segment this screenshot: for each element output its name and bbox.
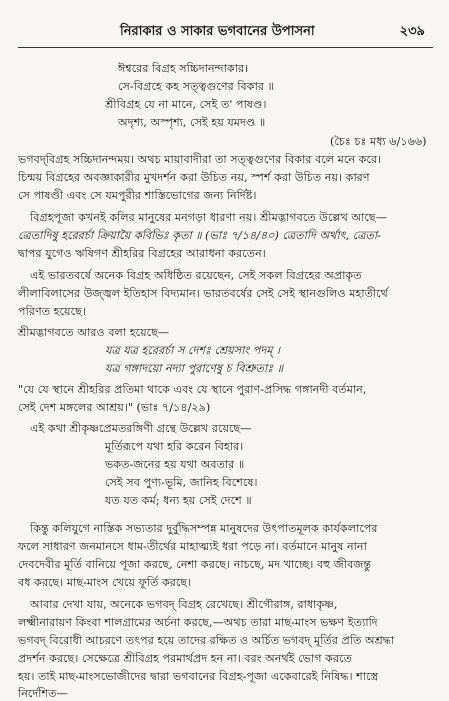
paragraph-line: লীলাবিলাসের উজ্জ্বল ইতিহাস বিদ্যমান। ভারতবর্ষের সেই সেই স্থানগুলিও মহাতীর্থে xyxy=(18,287,388,300)
paragraph-line: সে পাষণ্ডী এবং সে যমপুরীর শাস্তিভোগের জন্য নির্দিষ্ট। xyxy=(18,189,257,202)
paragraph-line: বধ করছে। মাছ-মাংস খেয়ে ফূর্তি করছে। xyxy=(18,576,192,589)
paragraph-line: ভগবদ্‌বিগ্রহ সচ্চিদানন্দময়। অথচ মায়াবাদীরা তা সত্ত্বগুণের বিকার বলে মনে করে। xyxy=(18,153,382,166)
paragraph-line: সেই দেশ মঙ্গলের আশ্রয়।" (ভাঃ ৭/১৪/২৯) xyxy=(18,401,211,414)
verse-line: ঈশ্বরের বিগ্রহ সচ্চিদানন্দাকার। xyxy=(118,62,249,75)
paragraph-line: আবার দেখা যায়, অনেকে ভগবদ্ বিগ্রহ রেখেছে। শ্রীগৌরাঙ্গ, রাধাকৃষ্ণ, xyxy=(30,598,338,611)
verse-line: শ্রীবিগ্রহ যে না মানে, সেই ত' পাষণ্ড। xyxy=(105,98,267,111)
paragraph-line: দ্বাপর যুগেও ঋষিগণ শ্রীহরির বিগ্রহের আরাধনা করতেন। xyxy=(18,247,266,260)
paragraph-line: পরিণত হয়েছে। xyxy=(18,305,86,318)
sanskrit-verse: যত্র গঙ্গাদয়ো নদ্যা পুরাণেষু চ বিশ্রুতাঃ ॥ xyxy=(105,362,284,375)
verse-line: সে-বিগ্রহে কহ সত্ত্বগুণের বিকার ॥ xyxy=(118,80,274,93)
page-header xyxy=(0,22,449,44)
paragraph-line: ফলে সাধারণ জনমানসে ধাম-তীর্থের মাহাত্ম্যই ধরা পড়ে না। বর্তমানে মানুষ নানা xyxy=(18,540,367,553)
header-rule xyxy=(18,47,433,48)
paragraph-line: দেবদেবীর মূর্তি বানিয়ে পূজা করছে, নেশা করছে। নাচছে, মদ খাচ্ছে। বহু জীবজন্তু xyxy=(18,558,372,571)
verse-line: মূর্তিরূপে যথা হরি করেন বিহার। xyxy=(105,440,244,453)
sanskrit-verse: যত্র যত্র হরেরর্চা স দেশঃ শ্রেয়সাং পদম্ । xyxy=(105,344,280,357)
paragraph-line: কিন্তু কলিযুগে নাস্তিক সভ্যতার দুর্বুদ্ধিসম্পন্ন মানুষদের উৎপাতমূলক কার্যকলাপের xyxy=(30,522,378,535)
verse-line: যত যত কর্ম; ধন্য হয় সেই দেশে ॥ xyxy=(105,494,252,507)
paragraph-line: লক্ষ্মীনারায়ণ কিংবা শালগ্রামের অর্চনা করছে,—অথচ তারা মাছ-মাংস ভক্ষণ ইত্যাদি xyxy=(18,616,378,629)
page-number: ২৩৯ xyxy=(399,24,425,39)
paragraph-line: "যে যে স্থানে শ্রীহরির প্রতিমা থাকে এবং যে স্থানে পুরাণ-প্রসিদ্ধ গঙ্গানদী বর্তমান, xyxy=(18,383,367,396)
paragraph-line: প্রদর্শন করছে। সেক্ষেত্রে শ্রীবিগ্রহ পরমার্থপ্রদ হন না। বরং অনর্থই ভোগ করতে xyxy=(18,652,352,665)
verse-line: ভকত-জনের হয় যথা অবতার ॥ xyxy=(105,458,245,471)
paragraph-line: ভগবদ্ বিরোধী আচরণে তৎপর হয়ে তাদের রক্ষিত ও অর্চিত ভগবদ্ মূর্তির প্রতি অশ্রদ্ধা xyxy=(18,634,395,647)
paragraph-line: বিগ্রহপূজা কখনই কলির মানুষের মনগড়া ধারণা নয়। শ্রীমদ্ভাগবতে উল্লেখ আছে— xyxy=(30,211,387,224)
verse-reference: (চৈঃ চঃ মধ্য ৬/১৬৬) xyxy=(330,135,427,148)
paragraph-line: চিন্ময় বিগ্রহের অবজ্ঞাকারীর মুখদর্শন করা উচিত নয়, স্পর্শ করা উচিত নয়। কারণ xyxy=(18,171,370,184)
chapter-title: নিরাকার ও সাকার ভগবানের উপাসনা xyxy=(120,24,315,39)
verse-line: সেই সব পুণ্য-ভূমি, জানিহ বিশেষে। xyxy=(105,476,258,489)
paragraph-line: এই ভারতবর্ষে অনেক বিগ্রহ অধিষ্ঠিত রয়েছেন, সেই সকল বিগ্রহের অপ্রাকৃত xyxy=(30,269,362,282)
paragraph-line: ত্রেতাদিষু হরেরর্চা ক্রিয়ায়ৈ কবিভিঃ কৃতা ॥ (ভাঃ ৭/১৪/৪০) ত্রেতাদি অর্থাৎ, ত্রেতা- xyxy=(18,229,381,242)
paragraph-line: এই কথা শ্রীকৃষ্ণপ্রেমতরঙ্গিণী গ্রন্থে উল্লেখ রয়েছে— xyxy=(30,422,252,435)
paragraph-line: নির্দেশিত— xyxy=(18,687,68,700)
verse-line: অদৃশ্য, অস্পৃশ্য, সেই হয় যমদণ্ড ॥ xyxy=(118,116,266,129)
paragraph-line: হয়। তাই মাছ-মাংসভোজীদের দ্বারা ভগবানের বিগ্রহ-পূজা একেবারেই নিষিদ্ধ। শাস্ত্রে xyxy=(18,670,379,683)
paragraph-line: শ্রীমদ্ভাগবতে আরও বলা হয়েছে— xyxy=(18,326,170,339)
